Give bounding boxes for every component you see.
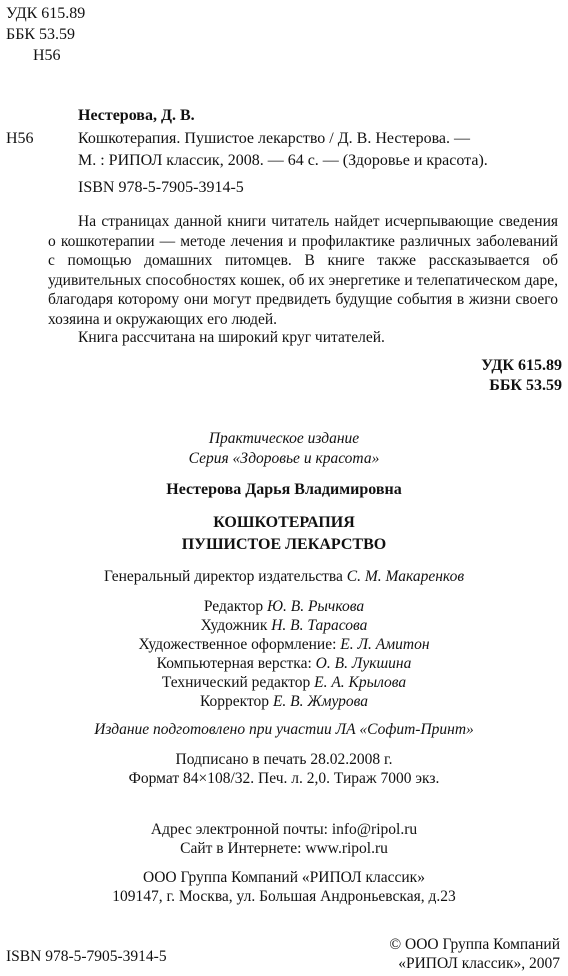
abstract-audience: Книга рассчитана на широкий круг читателей. <box>78 329 385 346</box>
record-title-line-2: М. : РИПОЛ классик, 2008. — 64 с. — (Здоровье и красота). <box>78 152 488 169</box>
bbk-code-top: ББК 53.59 <box>6 26 76 43</box>
staff-name: Е. А. Крылова <box>314 674 407 691</box>
publisher-address: 109147, г. Москва, ул. Большая Андроньевская, д.23 <box>112 888 456 905</box>
record-title-line-1: Кошкотерапия. Пушистое лекарство / Д. В. Нестерова. — <box>78 130 471 147</box>
print-format: Формат 84×108/32. Печ. л. 2,0. Тираж 7000 экз. <box>128 770 440 787</box>
record-author: Нестерова, Д. В. <box>78 107 195 124</box>
staff-art-design <box>0 635 568 654</box>
staff-name: О. В. Лукшина <box>315 655 412 672</box>
record-side-code: Н56 <box>6 130 34 147</box>
staff-name: Ю. В. Рычкова <box>267 598 365 615</box>
author-mark-code: Н56 <box>33 47 61 64</box>
signed-to-print: Подписано в печать 28.02.2008 г. <box>175 751 393 768</box>
staff-name: Н. В. Тарасова <box>271 617 368 634</box>
staff-editor <box>0 597 568 616</box>
record-isbn: ISBN 978-5-7905-3914-5 <box>78 179 244 196</box>
publisher-name: ООО Группа Компаний «РИПОЛ классик» <box>143 869 425 886</box>
abstract-paragraph: На страницах данной книги читатель найдет исчерпывающие сведения о кошкотерапии — методе лечения и профилактике различных заболеваний с помощью домашних питомцев. В книге также рассказывается об удивительных способностях кошек, об их энергетике и телепатическом даре, благодаря которому они могут предвидеть будущие события в жизни своего хозяина и окружающих его людей. <box>48 213 558 328</box>
staff-role: Художник <box>200 617 272 634</box>
staff-role: Художественное оформление: <box>138 636 341 653</box>
series-name: Серия «Здоровье и красота» <box>188 450 380 467</box>
contact-site: Сайт в Интернете: www.ripol.ru <box>180 840 388 857</box>
udk-code-top: УДК 615.89 <box>6 5 86 22</box>
footer-isbn: ISBN 978-5-7905-3914-5 <box>6 948 167 965</box>
contact-email: Адрес электронной почты: info@ripol.ru <box>150 821 418 838</box>
staff-name: Е. Л. Амитон <box>340 636 430 653</box>
staff-proofreader <box>0 692 568 711</box>
staff-role: Корректор <box>199 693 273 710</box>
staff-tech-editor <box>0 673 568 692</box>
staff-role: Компьютерная верстка: <box>156 655 316 672</box>
staff-artist <box>0 616 568 635</box>
edition-type: Практическое издание <box>208 430 360 447</box>
staff-role: Технический редактор <box>161 674 315 691</box>
book-title-line-2: ПУШИСТОЕ ЛЕКАРСТВО <box>181 536 387 553</box>
footer-copyright-line-1: © ООО Группа Компаний <box>389 936 560 953</box>
director-label: Генеральный директор издательства <box>103 568 347 585</box>
prepared-with: Издание подготовлено при участии ЛА «Софит-Принт» <box>94 721 474 738</box>
staff-role: Редактор <box>203 598 267 615</box>
book-title-line-1: КОШКОТЕРАПИЯ <box>213 514 355 531</box>
staff-layout <box>0 654 568 673</box>
staff-name: Е. В. Жмурова <box>272 693 369 710</box>
bbk-code-right: ББК 53.59 <box>489 377 562 394</box>
author-full-name: Нестерова Дарья Владимировна <box>166 481 402 498</box>
footer-copyright-line-2: «РИПОЛ классик», 2007 <box>398 955 560 972</box>
director-name: С. М. Макаренков <box>346 568 465 585</box>
general-director <box>0 567 568 586</box>
udk-code-right: УДК 615.89 <box>481 357 562 374</box>
